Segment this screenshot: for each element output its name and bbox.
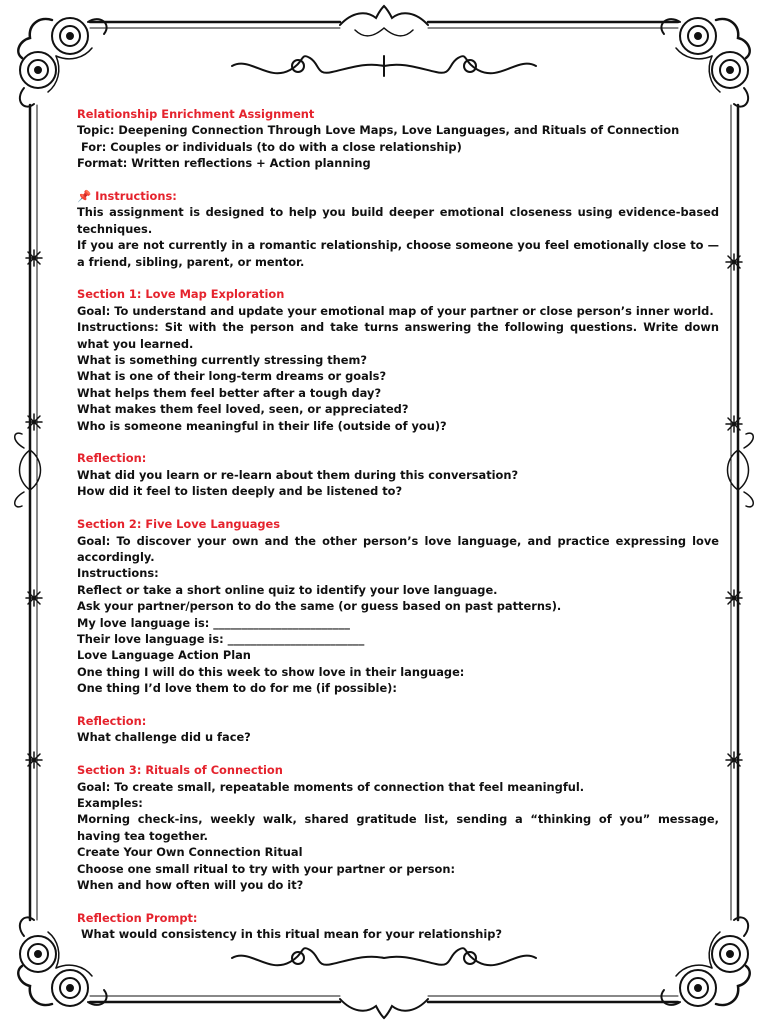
section1-instructions: Instructions: Sit with the person and take turns answering the following questions. Write down what you learned. [77,320,719,351]
pushpin-icon: 📌 [77,189,92,204]
section1-heading: Section 1: Love Map Exploration [77,287,285,302]
section3-line: Choose one small ritual to try with your partner or person: [77,861,456,876]
section1-question: Who is someone meaningful in their life (outside of you)? [77,418,447,433]
section2-line: Reflect or take a short online quiz to identify your love language. [77,582,498,597]
section1-reflection-line: What did you learn or re-learn about them during this conversation? [77,467,519,482]
section1-reflection-line: How did it feel to listen deeply and be listened to? [77,484,403,499]
section2-line: Love Language Action Plan [77,648,251,663]
section3-examples-label: Examples: [77,795,143,810]
reflection-prompt-question: What would consistency in this ritual mean for your relationship? [77,927,503,942]
section3-heading: Section 3: Rituals of Connection [77,763,283,778]
section3-line: Create Your Own Connection Ritual [77,845,303,860]
section1-question: What is something currently stressing them? [77,353,367,368]
section2-line: One thing I’d love them to do for me (if possible): [77,681,397,696]
section2-goal: Goal: To discover your own and the other person’s love language, and practice expressing love accordingly. [77,533,719,564]
section2-reflection-heading: Reflection: [77,713,147,728]
section1-question: What helps them feel better after a tough day? [77,385,382,400]
section3-goal: Goal: To create small, repeatable moments of connection that feel meaningful. [77,779,585,794]
section1-goal: Goal: To understand and update your emotional map of your partner or close person’s inner world. [77,303,714,318]
reflection-prompt-heading: Reflection Prompt: [77,910,198,925]
section3-examples: Morning check-ins, weekly walk, shared gratitude list, sending a “thinking of you” message, having tea together. [77,812,719,843]
document-audience: For: Couples or individuals (to do with a close relationship) [77,139,462,154]
instructions-paragraph-2: If you are not currently in a romantic relationship, choose someone you feel emotionally close to — a friend, sibling, parent, or mentor. [77,238,719,269]
document-title: Relationship Enrichment Assignment [77,107,315,121]
assignment-document [77,106,719,943]
section2-heading: Section 2: Five Love Languages [77,517,281,532]
section1-question: What is one of their long-term dreams or goals? [77,369,387,384]
instructions-heading [77,188,719,204]
section2-reflection-question: What challenge did u face? [77,730,251,745]
instructions-paragraph-1: This assignment is designed to help you build deeper emotional closeness using evidence-based techniques. [77,205,719,236]
section2-line: Ask your partner/person to do the same (or guess based on past patterns). [77,599,562,614]
section3-line: When and how often will you do it? [77,878,304,892]
document-format: Format: Written reflections + Action planning [77,156,371,171]
section2-instructions-label: Instructions: [77,566,159,581]
section2-line: One thing I will do this week to show love in their language: [77,664,465,679]
my-love-language-blank: My love language is: ________________________ [77,615,350,630]
instructions-heading-label: Instructions: [95,189,177,204]
their-love-language-blank: Their love language is: ________________________ [77,631,365,646]
document-topic: Topic: Deepening Connection Through Love Maps, Love Languages, and Rituals of Connection [77,123,680,138]
section1-reflection-heading: Reflection: [77,451,147,466]
section1-question: What makes them feel loved, seen, or appreciated? [77,402,409,417]
